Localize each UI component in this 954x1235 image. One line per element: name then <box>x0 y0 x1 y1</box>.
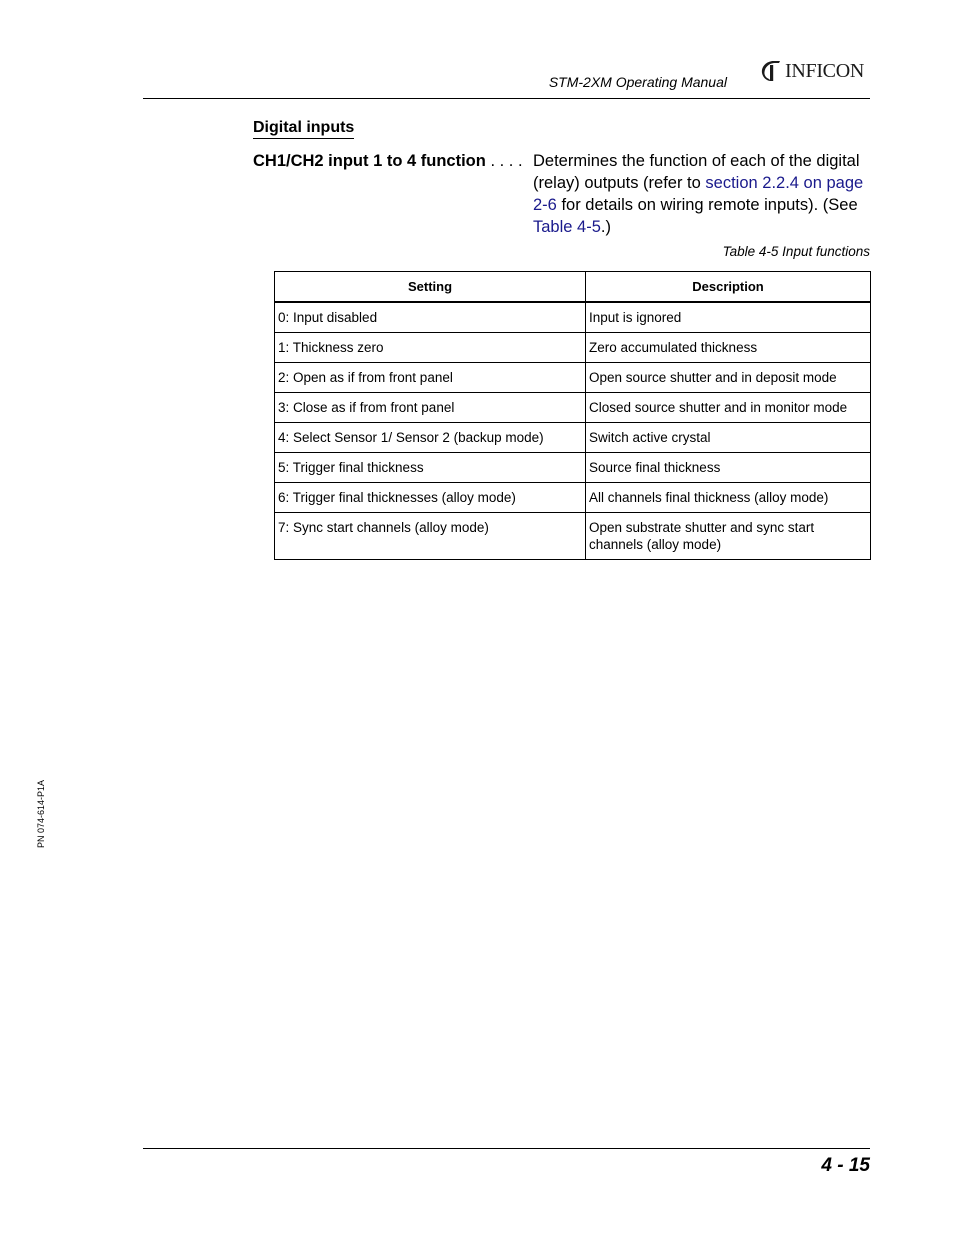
table-row <box>275 393 871 423</box>
table-link[interactable]: Table 4-5 <box>533 218 601 236</box>
leader-dots: . . . . <box>490 152 523 170</box>
setting-cell: 4: Select Sensor 1/ Sensor 2 (backup mode) <box>275 423 586 453</box>
table-row <box>275 423 871 453</box>
header-rule <box>143 98 870 99</box>
column-header-setting: Setting <box>275 272 586 303</box>
setting-cell: 6: Trigger final thicknesses (alloy mode) <box>275 483 586 513</box>
section-heading: Digital inputs <box>253 119 354 139</box>
setting-cell: 5: Trigger final thickness <box>275 453 586 483</box>
table-row <box>275 333 871 363</box>
description-text-1: Determines the function of each of the digital (relay) outputs (refer to <box>533 152 860 192</box>
description-text-3: .) <box>600 218 611 236</box>
description-cell: Open substrate shutter and sync start channels (alloy mode) <box>586 513 871 560</box>
inficon-logo <box>760 58 864 84</box>
parameter-name: CH1/CH2 input 1 to 4 function <box>253 152 486 170</box>
input-functions-table <box>274 271 871 560</box>
description-text-2: for details on wiring remote inputs). (See <box>556 196 858 214</box>
setting-cell: 2: Open as if from front panel <box>275 363 586 393</box>
table-row <box>275 363 871 393</box>
description-cell: Input is ignored <box>586 302 871 333</box>
page-number: 4 - 15 <box>821 1155 870 1176</box>
setting-cell: 1: Thickness zero <box>275 333 586 363</box>
setting-cell: 0: Input disabled <box>275 302 586 333</box>
description-cell: Closed source shutter and in monitor mode <box>586 393 871 423</box>
table-row <box>275 453 871 483</box>
description-cell: Zero accumulated thickness <box>586 333 871 363</box>
description-cell: All channels final thickness (alloy mode) <box>586 483 871 513</box>
parameter-label <box>253 150 523 172</box>
manual-title: STM-2XM Operating Manual <box>548 74 727 90</box>
table-caption: Table 4-5 Input functions <box>722 244 870 259</box>
section-link[interactable]: section 2.2.4 on page 2-6 <box>533 174 864 214</box>
setting-cell: 3: Close as if from front panel <box>275 393 586 423</box>
setting-cell: 7: Sync start channels (alloy mode) <box>275 513 586 560</box>
table-header-row <box>275 272 871 303</box>
table-row <box>275 302 871 333</box>
table-row <box>275 483 871 513</box>
part-number: PN 074-614-P1A <box>36 779 46 848</box>
inficon-logo-icon <box>760 59 782 83</box>
footer-rule <box>143 1148 870 1149</box>
logo-text: INFICON <box>785 59 865 82</box>
table-row <box>275 513 871 560</box>
column-header-description: Description <box>586 272 871 303</box>
parameter-description <box>533 150 873 238</box>
description-cell: Switch active crystal <box>586 423 871 453</box>
description-cell: Open source shutter and in deposit mode <box>586 363 871 393</box>
description-cell: Source final thickness <box>586 453 871 483</box>
